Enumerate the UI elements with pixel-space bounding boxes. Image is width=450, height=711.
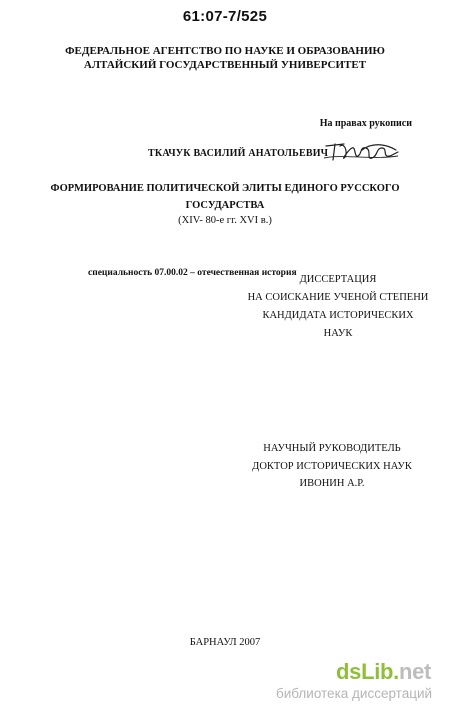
city-year: БАРНАУЛ 2007 [189, 637, 261, 648]
dissertation-title [10, 180, 440, 214]
watermark-logo-dot: . [393, 659, 399, 684]
degree-line-4: НАУК [323, 328, 353, 339]
supervisor-line-1: НАУЧНЫЙ РУКОВОДИТЕЛЬ [263, 443, 401, 454]
degree-line-3: КАНДИДАТА ИСТОРИЧЕСКИХ [262, 310, 414, 321]
supervisor-line-2: ДОКТОР ИСТОРИЧЕСКИХ НАУК [252, 460, 412, 472]
watermark-logo-net: net [398, 659, 432, 684]
catalog-number: 61:07-7/525 [182, 8, 268, 25]
specialty-line: специальность 07.00.02 – отечественная история [88, 268, 297, 278]
supervisor-block [232, 440, 432, 493]
supervisor-line-3: ИВОНИН А.Р. [299, 478, 365, 489]
title-line-2: ГОСУДАРСТВА [185, 200, 265, 211]
rights-note: На правах рукописи [319, 118, 412, 129]
degree-line-2: НА СОИСКАНИЕ УЧЕНОЙ СТЕПЕНИ [247, 292, 429, 303]
degree-line-1: ДИССЕРТАЦИЯ [299, 274, 377, 285]
watermark-subtitle: библиотека диссертаций [276, 686, 433, 701]
title-line-1: ФОРМИРОВАНИЕ ПОЛИТИЧЕСКОЙ ЭЛИТЫ ЕДИНОГО РУССКОГО [50, 183, 400, 194]
title-period: (XIV- 80-е гг. XVI в.) [178, 215, 272, 226]
signature-graphic [322, 136, 402, 166]
agency-line-2: АЛТАЙСКИЙ ГОСУДАРСТВЕННЫЙ УНИВЕРСИТЕТ [83, 59, 367, 71]
watermark-logo-ds: dsLib [336, 659, 394, 684]
author-signature [322, 136, 402, 171]
dissertation-degree-block [238, 271, 438, 343]
agency-line-1: ФЕДЕРАЛЬНОЕ АГЕНТСТВО ПО НАУКЕ И ОБРАЗОВАНИЮ [65, 45, 385, 57]
agency-header [0, 44, 450, 72]
watermark-logo[interactable] [336, 661, 431, 683]
author-name: ТКАЧУК ВАСИЛИЙ АНАТОЛЬЕВИЧ [148, 148, 329, 159]
